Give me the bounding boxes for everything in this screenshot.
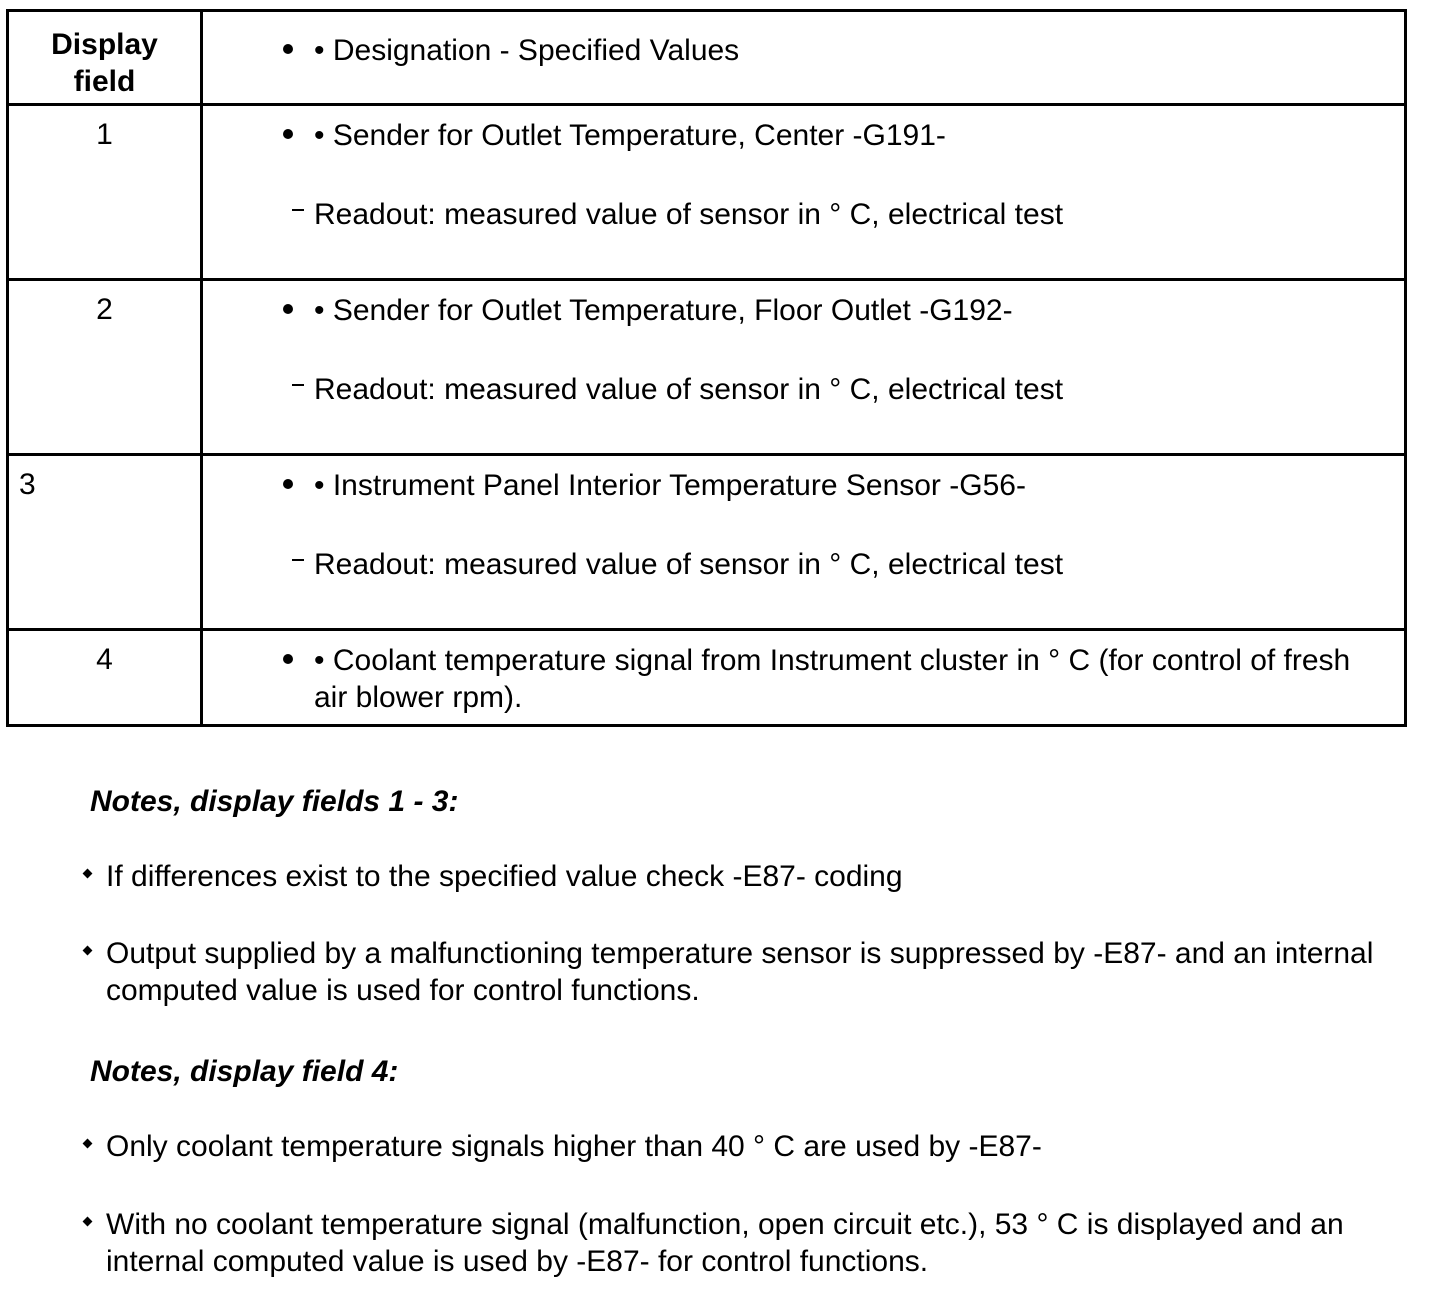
dash-icon (292, 384, 304, 386)
readout-text: Readout: measured value of sensor in ° C, electrical test (314, 198, 1064, 231)
note-item (106, 858, 1406, 895)
designation-cell (202, 105, 1406, 280)
display-field-table (6, 9, 1407, 727)
table-row (8, 455, 1406, 630)
designation-cell (202, 280, 1406, 455)
display-field-cell (8, 280, 202, 455)
designation-text: • Instrument Panel Interior Temperature Sensor -G56- (314, 469, 1026, 502)
table-header-row (8, 11, 1406, 105)
table-row (8, 630, 1406, 726)
note-text: With no coolant temperature signal (malfunction, open circuit etc.), 53 ° C is displayed and an internal computed value is used by -E87- for control functions. (106, 1208, 1344, 1278)
display-field-cell (8, 630, 202, 726)
designation-header-text: • Designation - Specified Values (314, 34, 740, 67)
diamond-bullet-icon (83, 946, 93, 956)
note-text: Only coolant temperature signals higher than 40 ° C are used by -E87- (106, 1130, 1042, 1163)
display-field-number: 4 (96, 643, 113, 676)
diamond-bullet-icon (83, 1217, 93, 1227)
bullet-icon (283, 304, 293, 314)
notes-fields-1-3-title: Notes, display fields 1 - 3: (90, 785, 459, 818)
diamond-bullet-icon (83, 869, 93, 879)
designation-header (202, 11, 1406, 105)
display-field-header-line1: Display (51, 28, 158, 61)
display-field-header-line2: field (73, 65, 136, 98)
display-field-cell (8, 455, 202, 630)
readout-text: Readout: measured value of sensor in ° C, electrical test (314, 373, 1064, 406)
note-text: If differences exist to the specified value check -E87- coding (106, 860, 903, 893)
readout-text: Readout: measured value of sensor in ° C, electrical test (314, 548, 1064, 581)
bullet-icon (283, 654, 293, 664)
display-field-number: 3 (19, 468, 36, 501)
dash-icon (292, 209, 304, 211)
note-text: Output supplied by a malfunctioning temperature sensor is suppressed by -E87- and an internal computed value is used for control functions. (106, 937, 1374, 1007)
diamond-bullet-icon (83, 1139, 93, 1149)
table-row (8, 280, 1406, 455)
bullet-icon (283, 129, 293, 139)
designation-cell (202, 630, 1406, 726)
designation-cell (202, 455, 1406, 630)
note-item (106, 1206, 1406, 1280)
dash-icon (292, 559, 304, 561)
display-field-cell (8, 105, 202, 280)
notes-field-4-title: Notes, display field 4: (90, 1055, 399, 1088)
designation-text: • Coolant temperature signal from Instrument cluster in ° C (for control of fresh air blower rpm). (314, 644, 1351, 714)
table-row (8, 105, 1406, 280)
display-field-number: 2 (96, 293, 113, 326)
display-field-number: 1 (96, 118, 113, 151)
display-field-header (8, 11, 202, 105)
designation-text: • Sender for Outlet Temperature, Floor Outlet -G192- (314, 294, 1013, 327)
designation-text: • Sender for Outlet Temperature, Center -G191- (314, 119, 946, 152)
note-item (106, 935, 1406, 1009)
bullet-icon (283, 44, 293, 54)
note-item (106, 1128, 1406, 1165)
bullet-icon (283, 479, 293, 489)
